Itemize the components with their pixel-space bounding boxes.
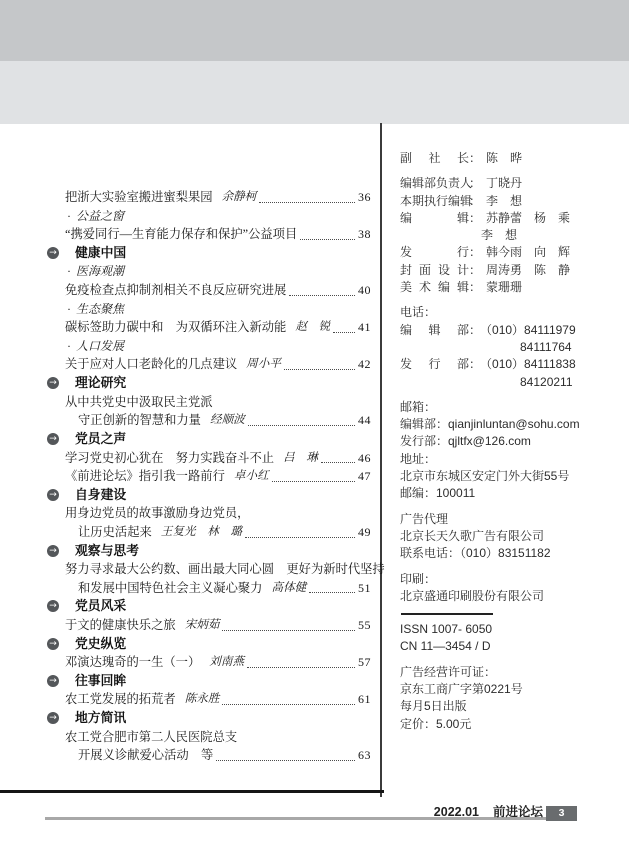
toc-entry: [47, 188, 371, 207]
toc-entry: [47, 411, 371, 430]
masthead-text: 京东工商广字第0221号: [400, 682, 523, 697]
masthead-text: 定价：5.00元: [400, 716, 472, 731]
masthead-colon: ：: [469, 322, 482, 337]
toc-section-title: 往事回眸: [75, 672, 127, 688]
section-arrow-icon: →: [47, 600, 59, 612]
masthead-colon: ：: [469, 245, 482, 260]
masthead-line: [400, 468, 622, 485]
toc-section-title: 党员之声: [75, 430, 127, 446]
masthead-line: [400, 227, 622, 244]
toc-entry-title: 《前进论坛》指引我一路前行: [65, 469, 225, 484]
masthead-label: 编辑部负责人: [400, 176, 473, 191]
toc-entry-author: 宋炳茹: [184, 618, 220, 632]
masthead-group: [400, 664, 622, 733]
masthead-value: 蒙珊珊: [486, 280, 523, 295]
toc-entry-author: 经顺波: [209, 413, 245, 427]
toc-entry: [47, 281, 371, 300]
toc-entry-page: 63: [358, 748, 371, 763]
masthead-line: [400, 485, 622, 502]
masthead-value: 苏静蕾 杨 乘: [486, 210, 571, 225]
toc-section-header: [47, 486, 371, 505]
toc-subsection-title: 人口发展: [76, 338, 125, 353]
masthead-label: 封面设计: [400, 262, 469, 277]
masthead-label: 发行部: [400, 357, 469, 372]
masthead-line: [400, 511, 622, 528]
section-arrow-icon: →: [47, 377, 59, 389]
masthead-colon: ：: [469, 357, 482, 372]
toc-entry-author: 陈永胜: [184, 692, 220, 706]
dotted-leader: [244, 653, 358, 672]
masthead-label: 美术编辑: [400, 280, 469, 295]
masthead-text: 印刷：: [400, 571, 437, 586]
masthead-line: [400, 528, 622, 545]
header-band-light: [0, 61, 629, 124]
toc-list: [47, 188, 385, 765]
toc-section-header: [47, 597, 371, 616]
toc-section-title: 理论研究: [75, 375, 127, 391]
toc-entry-title: 免疫检查点抑制剂相关不良反应研究进展: [65, 283, 287, 298]
toc-entry-page: 38: [358, 227, 371, 242]
masthead-text: 发行部：qjltfx@126.com: [400, 434, 531, 449]
masthead-text: 地址：: [400, 451, 437, 466]
toc-entry-page: 36: [358, 190, 371, 204]
toc-entry-title: 农工党合肥市第二人民医院总支: [65, 729, 238, 744]
toc-entry-author: 余静柯: [221, 190, 257, 203]
dotted-leader: [213, 746, 358, 765]
toc-entry: [47, 300, 371, 319]
masthead-line: [400, 545, 622, 562]
masthead-value: （010）84111838: [486, 357, 576, 372]
masthead-text: 邮编：100011: [400, 486, 476, 501]
toc-entry-title: 守正创新的智慧和力量: [78, 413, 201, 428]
toc-entry-title: 开展义诊献爱心活动 等: [78, 748, 214, 763]
toc-subsection-title: 公益之窗: [76, 208, 125, 223]
masthead-line: [400, 433, 622, 450]
toc-entry-title: 从中共党史中汲取民主党派: [65, 394, 213, 409]
masthead-line: [400, 356, 622, 373]
masthead-text: 联系电话：（010）83151182: [400, 546, 551, 561]
masthead-line: [400, 638, 622, 655]
toc-entry-title: 学习党史初心犹在 努力实践奋斗不止: [65, 450, 275, 465]
toc-entry: [47, 318, 371, 337]
masthead-line: [400, 664, 622, 681]
toc-entry: [47, 616, 371, 635]
masthead-line: [400, 279, 622, 296]
toc-entry: [47, 225, 371, 244]
toc-entry-page: 47: [358, 469, 371, 484]
masthead-colon: ：: [469, 193, 482, 208]
toc-subsection-title: 医海观潮: [76, 264, 125, 279]
toc-subsection-title: 生态聚焦: [76, 301, 125, 316]
toc-entry-title: 碳标签助力碳中和 为双循环注入新动能: [65, 320, 287, 335]
toc-section-title: 地方简讯: [75, 710, 127, 726]
masthead-text: 北京盛通印刷股份有限公司: [400, 588, 545, 603]
masthead-line: [400, 339, 622, 356]
masthead-text: 每月5日出版: [400, 699, 467, 714]
toc-entry-title: 于文的健康快乐之旅: [65, 618, 176, 633]
masthead-group: [400, 150, 622, 167]
toc-entry: [47, 523, 371, 542]
dotted-leader: [219, 616, 358, 635]
section-arrow-icon: →: [47, 638, 59, 650]
toc-entry-page: 51: [358, 580, 371, 595]
toc-section-header: [47, 635, 371, 654]
toc-entry-title: 让历史活起来: [78, 524, 152, 539]
dotted-leader: [330, 318, 358, 337]
masthead-text: 广告代理: [400, 511, 449, 526]
masthead-text: 北京长天久歌广告有限公司: [400, 528, 545, 543]
masthead-text: 84120211: [520, 374, 573, 389]
toc-entry-page: 57: [358, 655, 371, 670]
toc-entry: [47, 262, 371, 281]
masthead-text: ISSN 1007- 6050: [400, 622, 493, 637]
toc-entry-title: 农工党发展的拓荒者: [65, 692, 176, 707]
toc-entry: [47, 449, 371, 468]
toc-bottom-rule: [0, 790, 384, 793]
masthead-value: 陈 晔: [486, 151, 523, 165]
masthead-colon: ：: [469, 151, 482, 165]
toc-entry-page: 49: [358, 524, 371, 539]
masthead-group: [400, 571, 622, 656]
masthead-text: CN 11—3454 / D: [400, 639, 491, 654]
toc-entry-title: 努力寻求最大公约数、画出最大同心圆 更好为新时代坚持: [65, 562, 385, 577]
masthead-group: [400, 304, 622, 390]
masthead-colon: ：: [469, 280, 482, 295]
column-divider-line: [380, 123, 382, 797]
toc-entry-title: “携爱同行—生育能力保存和保护”公益项目: [65, 227, 298, 242]
masthead-line: [400, 322, 622, 339]
masthead-line: [400, 262, 622, 279]
toc-entry-page: 41: [358, 320, 371, 335]
dotted-leader: [256, 188, 358, 207]
dotted-leader: [286, 281, 358, 300]
toc-entry-author: 周小平: [246, 357, 281, 371]
section-arrow-icon: →: [47, 247, 59, 259]
masthead-divider: [401, 613, 493, 615]
toc-section-title: 观察与思考: [75, 542, 139, 558]
masthead-group: [400, 511, 622, 563]
footer-issue-date: 2022.01: [433, 805, 479, 819]
toc-entry-author: 卓小红: [233, 469, 269, 483]
page-number-badge: 3: [546, 806, 577, 821]
masthead-label: 编辑部: [400, 322, 469, 337]
masthead-colon: ：: [469, 210, 482, 225]
section-arrow-icon: →: [47, 712, 59, 724]
toc-entry: [47, 690, 371, 709]
masthead: [400, 150, 622, 741]
masthead-value: 韩今雨 向 辉: [486, 245, 571, 260]
toc-entry: [47, 207, 371, 226]
toc-entry: [47, 467, 371, 486]
toc-entry-author: 赵 锐: [295, 320, 331, 334]
masthead-group: [400, 399, 622, 503]
masthead-line: [400, 681, 622, 698]
subsection-bullet: ·: [67, 264, 71, 279]
dotted-leader: [242, 523, 358, 542]
masthead-line: [400, 698, 622, 715]
header-band-dark: [0, 0, 629, 61]
toc-entry-author: 高体健: [271, 580, 307, 594]
toc-entry: [47, 504, 371, 523]
masthead-line: [400, 416, 622, 433]
masthead-line: [400, 374, 622, 391]
toc-entry-author: 吕 琳: [283, 450, 318, 464]
dotted-leader: [318, 449, 358, 468]
masthead-text: 84111764: [520, 339, 572, 354]
masthead-line: [400, 210, 622, 227]
toc-entry-page: 55: [358, 618, 371, 633]
masthead-value: 周涛勇 陈 静: [486, 262, 571, 277]
toc-entry-page: 42: [358, 357, 371, 372]
toc-entry-author: 刘南燕: [209, 655, 245, 669]
masthead-line: [400, 399, 622, 416]
section-arrow-icon: →: [47, 675, 59, 687]
subsection-bullet: ·: [67, 208, 71, 223]
toc-section-header: [47, 672, 371, 691]
toc-entry-title: 把浙大实验室搬进蜜梨果园: [65, 190, 213, 204]
footer-meta: [434, 802, 543, 820]
toc-section-title: 自身建设: [75, 486, 127, 502]
dotted-leader: [306, 579, 358, 598]
toc-entry: [47, 579, 371, 598]
masthead-label: 发行: [400, 245, 469, 260]
masthead-text: 李 想: [481, 228, 518, 243]
masthead-label: 编辑: [400, 210, 469, 225]
dotted-leader: [269, 467, 358, 486]
masthead-line: [400, 175, 622, 192]
masthead-value: 丁晓丹: [486, 176, 523, 191]
toc-entry-title: 用身边党员的故事激励身边党员，: [65, 506, 250, 521]
masthead-line: [400, 244, 622, 261]
toc-entry-page: 40: [358, 283, 371, 298]
masthead-text: 电话：: [400, 305, 437, 320]
masthead-line: [400, 621, 622, 638]
toc-section-header: [47, 709, 371, 728]
masthead-value: （010）84111979: [486, 322, 576, 337]
toc-section-title: 党员风采: [75, 598, 127, 614]
toc-entry: [47, 728, 371, 747]
subsection-bullet: ·: [67, 338, 71, 353]
dotted-leader: [219, 690, 358, 709]
toc-entry-author: 王复光 林 璐: [160, 524, 242, 538]
masthead-text: 邮箱：: [400, 399, 437, 414]
masthead-text: 编辑部：qianjinluntan@sohu.com: [400, 417, 580, 432]
masthead-line: [400, 451, 622, 468]
masthead-value: 李 想: [486, 193, 523, 208]
toc-section-header: [47, 244, 371, 263]
toc-entry-page: 61: [358, 692, 371, 707]
toc-entry: [47, 393, 371, 412]
masthead-line: [400, 571, 622, 588]
masthead-text: 北京市东城区安定门外大街55号: [400, 469, 570, 484]
masthead-label: 副社长: [400, 151, 469, 165]
toc-entry: [47, 355, 371, 374]
toc-section-header: [47, 430, 371, 449]
toc-entry-page: 46: [358, 450, 371, 465]
section-arrow-icon: →: [47, 433, 59, 445]
masthead-line: [400, 304, 622, 321]
masthead-label: 本期执行编辑: [400, 193, 473, 208]
toc-entry: [47, 560, 385, 579]
footer-journal-title: 前进论坛: [492, 805, 543, 819]
toc-section-header: [47, 542, 371, 561]
dotted-leader: [297, 225, 358, 244]
masthead-line: [400, 193, 622, 210]
toc-entry: [47, 337, 371, 356]
masthead-colon: ：: [469, 262, 482, 277]
toc-entry: [47, 653, 371, 672]
toc-section-header: [47, 374, 371, 393]
toc-entry-title: 和发展中国特色社会主义凝心聚力: [78, 580, 263, 595]
masthead-line: [400, 150, 622, 167]
masthead-text: 广告经营许可证：: [400, 664, 497, 679]
dotted-leader: [245, 411, 358, 430]
toc-entry: [47, 746, 371, 765]
section-arrow-icon: →: [47, 545, 59, 557]
masthead-colon: ：: [469, 176, 482, 191]
section-arrow-icon: →: [47, 489, 59, 501]
toc-section-title: 党史纵览: [75, 635, 127, 651]
masthead-line: [400, 716, 622, 733]
toc-entry-page: 44: [358, 413, 371, 428]
masthead-line: [400, 588, 622, 605]
toc-section-title: 健康中国: [75, 244, 127, 260]
toc-entry-title: 关于应对人口老龄化的几点建议: [65, 357, 238, 372]
dotted-leader: [281, 355, 358, 374]
masthead-group: [400, 175, 622, 296]
toc-entry-title: 邓演达瑰奇的一生（一）: [65, 655, 201, 670]
subsection-bullet: ·: [67, 301, 71, 316]
